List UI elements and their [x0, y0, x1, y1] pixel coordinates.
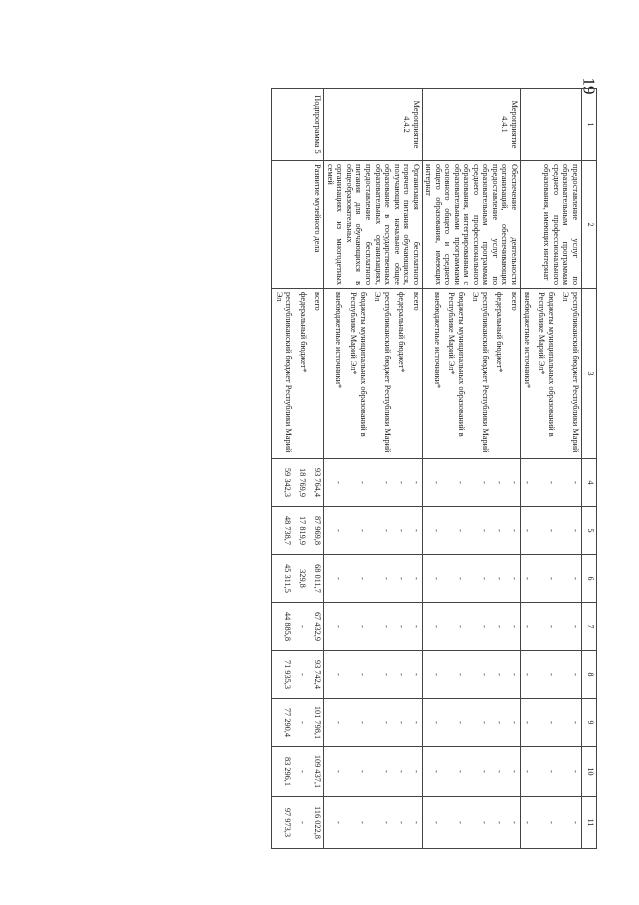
col-header: 4 — [582, 459, 597, 507]
measure-description: Обеспечение деятельности организаций, обеспечивающих предоставление услуг по образовательным программам среднего профессионального образования, интегрированным с образовательными программами основного общего и среднего общего образования, имеющих интернат — [422, 161, 520, 289]
col-header: 5 — [582, 507, 597, 555]
year-value-cell — [324, 651, 422, 699]
funding-value: - — [547, 481, 556, 484]
funding-source-label: внебюджетные источники* — [432, 292, 442, 389]
measure-description: Организация бесплатного горячего питания обучающихся, получающих начальное общее образование в государственных образовательных организациях, предоставление бесплатного питания для обучающихся в общеобразовательных организациях из многодетных семей — [324, 161, 422, 289]
funding-value: - — [411, 529, 421, 532]
funding-source-label: всего — [313, 292, 323, 311]
funding-value: - — [298, 770, 308, 773]
col-header: 3 — [582, 289, 597, 459]
funding-value: 87 969,8 — [313, 515, 323, 546]
funding-sources — [324, 289, 422, 459]
funding-value: - — [396, 529, 406, 532]
funding-value: - — [357, 529, 367, 532]
measure-code: Мероприятие 4.4.2 — [324, 89, 422, 161]
funding-value: - — [381, 821, 391, 824]
funding-value: - — [357, 721, 367, 724]
funding-value: - — [381, 577, 391, 580]
funding-value: - — [480, 577, 489, 580]
funding-value: 83 296,1 — [283, 756, 293, 787]
funding-value: - — [298, 821, 308, 824]
col-header: 8 — [582, 651, 597, 699]
measure-code: Подпрограмма 5 — [272, 89, 324, 161]
funding-value: - — [495, 577, 504, 580]
funding-value: - — [480, 821, 489, 824]
funding-source-label: всего — [411, 292, 421, 311]
year-value-cell — [521, 651, 582, 699]
year-value-cell — [324, 507, 422, 555]
funding-value: - — [480, 770, 489, 773]
year-value-cell — [521, 603, 582, 651]
year-value-cell — [272, 459, 324, 507]
funding-value: - — [396, 770, 406, 773]
funding-value: - — [411, 673, 421, 676]
funding-value: - — [333, 821, 343, 824]
funding-value: - — [547, 821, 556, 824]
funding-value: - — [396, 577, 406, 580]
rotated-table-container — [112, 88, 597, 848]
funding-source-label: всего — [510, 292, 519, 311]
funding-source-label: республиканский бюджет Республики Марий Эл — [373, 292, 392, 453]
year-value-cell — [324, 555, 422, 603]
funding-source-label: внебюджетные источники* — [334, 292, 344, 389]
funding-value: - — [357, 770, 367, 773]
funding-value: - — [381, 770, 391, 773]
year-value-cell — [324, 699, 422, 747]
year-value-cell — [272, 603, 324, 651]
funding-value: - — [456, 625, 465, 628]
year-value-cell — [272, 507, 324, 555]
measure-code — [521, 89, 582, 161]
funding-value: - — [456, 529, 465, 532]
funding-value: - — [571, 481, 580, 484]
funding-value: 18 769,9 — [298, 467, 308, 498]
funding-value: - — [480, 529, 489, 532]
funding-value: - — [480, 673, 489, 676]
funding-value: - — [432, 481, 441, 484]
year-value-cell — [422, 797, 520, 849]
funding-source-label: федеральный бюджет* — [397, 292, 407, 373]
funding-source-label: федеральный бюджет* — [298, 292, 308, 373]
funding-value: - — [547, 770, 556, 773]
page-number: 19 — [579, 77, 599, 95]
funding-value: - — [333, 481, 343, 484]
funding-source-label: внебюджетные источники* — [522, 292, 532, 389]
funding-value: 109 437,1 — [313, 754, 323, 789]
funding-value: - — [432, 673, 441, 676]
year-value-cell — [422, 747, 520, 797]
funding-value: - — [495, 673, 504, 676]
funding-value: - — [333, 529, 343, 532]
funding-value: - — [495, 481, 504, 484]
year-value-cell — [272, 555, 324, 603]
year-value-cell — [521, 459, 582, 507]
funding-value: - — [510, 770, 519, 773]
funding-value: - — [456, 770, 465, 773]
funding-source-label: республиканский бюджет Республики Марий Эл — [471, 292, 490, 453]
col-header: 11 — [582, 797, 597, 849]
col-header: 6 — [582, 555, 597, 603]
funding-value: - — [523, 770, 532, 773]
funding-value: - — [456, 721, 465, 724]
funding-value: - — [411, 821, 421, 824]
funding-sources — [521, 289, 582, 459]
col-header: 2 — [582, 161, 597, 289]
funding-value: - — [357, 481, 367, 484]
funding-value: - — [510, 721, 519, 724]
funding-value: - — [547, 577, 556, 580]
table-row — [324, 89, 422, 849]
funding-value: - — [510, 673, 519, 676]
funding-value: - — [456, 577, 465, 580]
year-value-cell — [422, 651, 520, 699]
funding-value: - — [510, 625, 519, 628]
funding-value: - — [510, 529, 519, 532]
funding-value: - — [547, 529, 556, 532]
funding-value: - — [510, 821, 519, 824]
funding-value: - — [523, 481, 532, 484]
funding-value: - — [333, 673, 343, 676]
funding-value: 101 798,1 — [313, 705, 323, 740]
measure-description: Развитие музейного дела — [272, 161, 324, 289]
funding-value: - — [456, 673, 465, 676]
table-row — [272, 89, 324, 849]
funding-value: - — [523, 625, 532, 628]
year-value-cell — [422, 555, 520, 603]
col-header: 7 — [582, 603, 597, 651]
funding-value: - — [357, 673, 367, 676]
funding-value: - — [571, 770, 580, 773]
funding-value: - — [357, 577, 367, 580]
measure-description: предоставление услуг по образовательным программам среднего профессионального образования, имеющих интернат — [521, 161, 582, 289]
year-value-cell — [324, 603, 422, 651]
col-header: 1 — [582, 89, 597, 161]
funding-value: - — [333, 625, 343, 628]
funding-value: - — [298, 625, 308, 628]
funding-value: - — [571, 821, 580, 824]
year-value-cell — [324, 747, 422, 797]
year-value-cell — [521, 747, 582, 797]
funding-value: - — [523, 673, 532, 676]
year-value-cell — [324, 797, 422, 849]
funding-value: - — [456, 481, 465, 484]
funding-value: 97 973,3 — [283, 807, 293, 838]
funding-source-label: бюджеты муниципальных образований в Республике Марий Эл* — [447, 292, 466, 437]
funding-value: - — [396, 673, 406, 676]
funding-value: - — [411, 625, 421, 628]
year-value-cell — [272, 797, 324, 849]
col-header: 9 — [582, 699, 597, 747]
funding-value: - — [510, 577, 519, 580]
funding-source-label: бюджеты муниципальных образований в Республике Марий Эл* — [349, 292, 368, 437]
table-row — [422, 89, 520, 849]
funding-source-label: республиканский бюджет Республики Марий Эл — [274, 292, 294, 453]
funding-value: 17 819,9 — [298, 515, 308, 546]
funding-value: - — [495, 821, 504, 824]
funding-value: - — [547, 721, 556, 724]
funding-value: - — [432, 529, 441, 532]
funding-value: - — [333, 721, 343, 724]
funding-value: 59 342,3 — [283, 467, 293, 498]
year-value-cell — [422, 603, 520, 651]
year-value-cell — [422, 459, 520, 507]
funding-value: - — [495, 770, 504, 773]
funding-value: - — [547, 673, 556, 676]
funding-value: - — [432, 770, 441, 773]
funding-value: - — [571, 721, 580, 724]
funding-value: - — [571, 673, 580, 676]
funding-value: - — [495, 529, 504, 532]
funding-value: - — [432, 721, 441, 724]
funding-value: - — [357, 821, 367, 824]
funding-value: - — [432, 577, 441, 580]
funding-value: - — [411, 577, 421, 580]
funding-value: - — [381, 481, 391, 484]
funding-value: 329,8 — [298, 569, 308, 588]
funding-value: 71 935,3 — [283, 659, 293, 690]
funding-source-label: республиканский бюджет Республики Марий Эл — [561, 292, 580, 453]
funding-value: 67 432,9 — [313, 611, 323, 642]
year-value-cell — [521, 699, 582, 747]
funding-sources — [272, 289, 324, 459]
funding-value: - — [432, 821, 441, 824]
funding-value: 68 011,7 — [313, 564, 323, 593]
header-row — [582, 89, 597, 849]
year-value-cell — [521, 555, 582, 603]
funding-value: - — [396, 821, 406, 824]
funding-value: - — [381, 721, 391, 724]
funding-value: - — [480, 625, 489, 628]
funding-value: - — [480, 721, 489, 724]
funding-value: - — [480, 481, 489, 484]
funding-value: - — [333, 770, 343, 773]
funding-value: - — [381, 529, 391, 532]
table-row — [521, 89, 582, 849]
year-value-cell — [272, 747, 324, 797]
funding-value: - — [571, 529, 580, 532]
funding-value: - — [523, 577, 532, 580]
funding-value: - — [571, 625, 580, 628]
funding-value: - — [333, 577, 343, 580]
funding-value: 93 742,4 — [313, 659, 323, 690]
funding-value: - — [298, 721, 308, 724]
funding-value: - — [510, 481, 519, 484]
funding-value: - — [547, 625, 556, 628]
funding-value: - — [523, 721, 532, 724]
funding-value: - — [381, 673, 391, 676]
year-value-cell — [521, 507, 582, 555]
year-value-cell — [272, 699, 324, 747]
year-value-cell — [324, 459, 422, 507]
funding-value: - — [411, 721, 421, 724]
year-value-cell — [521, 797, 582, 849]
funding-value: - — [396, 721, 406, 724]
budget-table — [271, 88, 597, 849]
funding-value: 45 311,5 — [283, 564, 293, 593]
year-value-cell — [422, 699, 520, 747]
funding-value: - — [456, 821, 465, 824]
funding-sources — [422, 289, 520, 459]
funding-value: 93 764,4 — [313, 467, 323, 498]
funding-source-label: бюджеты муниципальных образований в Республике Марий Эл* — [537, 292, 556, 437]
funding-value: - — [523, 529, 532, 532]
year-value-cell — [272, 651, 324, 699]
funding-value: 48 738,7 — [283, 515, 293, 546]
funding-value: - — [411, 481, 421, 484]
funding-value: - — [523, 821, 532, 824]
funding-value: - — [411, 770, 421, 773]
funding-value: - — [396, 625, 406, 628]
funding-value: - — [357, 625, 367, 628]
funding-value: - — [571, 577, 580, 580]
funding-value: - — [298, 673, 308, 676]
year-value-cell — [422, 507, 520, 555]
funding-value: - — [396, 481, 406, 484]
funding-value: 44 885,8 — [283, 611, 293, 642]
funding-source-label: федеральный бюджет* — [495, 292, 505, 373]
funding-value: - — [381, 625, 391, 628]
funding-value: - — [495, 721, 504, 724]
col-header: 10 — [582, 747, 597, 797]
funding-value: - — [432, 625, 441, 628]
funding-value: 116 022,8 — [313, 806, 323, 839]
funding-value: 77 290,4 — [283, 707, 293, 738]
measure-code: Мероприятие 4.4.1 — [422, 89, 520, 161]
funding-value: - — [495, 625, 504, 628]
